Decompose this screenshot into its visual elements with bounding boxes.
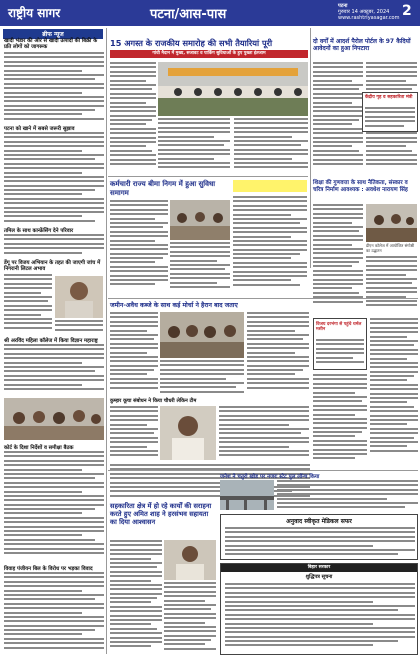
- news-photo: [170, 200, 230, 240]
- advertisement-box: [220, 514, 418, 560]
- body-text: [110, 200, 168, 294]
- column-rule: [310, 28, 311, 268]
- mid-headline-esic: कर्मचारी राज्य बीमा निगम में हुआ सुविधा समागम: [110, 180, 216, 197]
- left-headline-2: पटना को खाने में सबसे जरूरी सुझाव: [4, 126, 75, 132]
- body-text: [225, 527, 415, 559]
- notice-title: शुद्धिपत्र सूचना: [305, 574, 333, 580]
- top-right-headline: दो वर्गों में आदर्श पैरोल पोर्टल के 97 कैदियों आवेदनों का हुआ निपटारा: [313, 38, 411, 52]
- left-headline-7: विवाह पंजीयन बिल के विरोध पर भड़का विवाद: [4, 566, 93, 572]
- body-text: [4, 451, 104, 561]
- highlight-box: [362, 92, 418, 132]
- body-text: [110, 312, 158, 396]
- inset-caption: डीएन कॉलेज में आयोजित संगोष्ठी का उद्घाटन: [366, 243, 414, 253]
- body-text: [4, 132, 104, 224]
- highlight-label: [233, 180, 307, 192]
- body-text: [365, 107, 415, 129]
- meeting-photo-image: [160, 312, 244, 358]
- minister-photo-image: [164, 540, 216, 580]
- ceremony-photo-image: [170, 200, 230, 240]
- portrait-image: [160, 406, 216, 460]
- news-photo: [160, 406, 216, 460]
- news-photo: [4, 398, 104, 440]
- column-rule: [106, 28, 107, 654]
- body-text: [370, 318, 418, 466]
- body-text: [110, 540, 162, 656]
- date-block: [338, 3, 398, 21]
- left-headline-4: डेंगू पर विजय अभियान के तहत की जाएगी जांच में निगरानी लिटल अभाव: [4, 260, 101, 272]
- news-photo: [160, 312, 244, 358]
- top-main-subhead: गांधी मैदान में मुख्य, सजावट व पार्किंग सुविधाओं के हुए पुख्ता इंतजाम: [110, 50, 308, 58]
- inset-caption: विजय दरभंगा से पहुंचे थर्मल मशीन: [316, 322, 362, 333]
- body-text: [313, 374, 367, 466]
- section-title: पटना/आस-पास: [150, 7, 227, 22]
- body-text: [4, 234, 104, 258]
- highlight-box: [313, 318, 367, 370]
- body-text: [160, 360, 244, 396]
- seminar-photo-image: [366, 204, 417, 242]
- news-photo: [220, 480, 274, 510]
- body-text: [313, 62, 363, 174]
- website: www.rashtriyasagar.com: [338, 15, 400, 21]
- body-text: [234, 118, 308, 174]
- date: गुरुवार 14 अक्टूबर, 2024: [338, 9, 390, 15]
- mid-headline-kumhar: कुम्हार कूचा संबोधन ने किया चौधरी लेकिन टीम: [110, 398, 197, 404]
- body-text: [110, 406, 158, 462]
- bridge-photo-image: [220, 480, 274, 510]
- left-headline-6: कोर्ट के दिशा निर्देशों व समीक्षा बैठक: [4, 445, 74, 451]
- right-headline-bridge: जनेश ने चतुरो खोड पर नजरः स्टेट पुल लॉन्च किया: [220, 474, 320, 480]
- inset-caption: केंद्रीय गृह व सहकारिता मंत्री: [365, 95, 413, 100]
- briefs-band: ब्रीफ न्यूज: [3, 29, 103, 39]
- government-notice: [220, 563, 418, 655]
- portrait-image: [55, 276, 103, 318]
- mid-headline-land: जमीन-अवैध कब्जे के साथ कई मोर्चा ने हैरान बाद जताए: [110, 302, 238, 309]
- bottom-headline: सहकारिता क्षेत्र में हो रहे कार्यों की सराहना करते हुए अमित शाह ने हरसंभव सहायता का दिया आश्वासन: [110, 502, 212, 526]
- group-photo-image: [4, 398, 104, 440]
- notice-header: बिहार सरकार: [221, 564, 417, 572]
- left-headline-1: खादी भंडार की ओर से खादी उत्पादों की बिक्री के प्रति लोगों को जागरूक: [4, 38, 98, 50]
- body-text: [164, 582, 216, 656]
- body-text: [247, 312, 309, 396]
- ad-title: अनुवाद स्वीकृत मेडिकल सफर: [286, 518, 352, 525]
- page-number: 2: [402, 3, 412, 19]
- left-headline-3: तमिल के साथ कान्फ्रेंसिंग देने परिवार: [4, 228, 74, 234]
- section-rule: [108, 176, 308, 177]
- body-text: [170, 242, 230, 294]
- body-text: [366, 256, 417, 314]
- news-photo: [164, 540, 216, 580]
- body-text: [277, 480, 418, 510]
- body-text: [316, 339, 364, 367]
- mid-headline-education: शिक्षा की गुणवत्ता के साथ नैतिकता, संस्कार व चरित्र निर्माण आवश्यक : अवधेश नारायण सिंह: [313, 180, 408, 193]
- city: पटना: [338, 3, 348, 9]
- left-headline-5: श्री अरविंद महिला कॉलेज में किया विज्ञान महाराष्ट्र: [4, 338, 98, 344]
- body-text: [4, 344, 104, 394]
- top-main-headline: 15 अगस्त के राजकीय समारोह की सभी तैयारियां पूरी: [110, 38, 273, 48]
- body-text: [225, 583, 415, 653]
- body-text: [4, 274, 52, 334]
- body-text: [4, 572, 104, 656]
- news-photo: [366, 204, 417, 242]
- news-photo: [55, 276, 103, 318]
- body-text: [55, 320, 103, 334]
- masthead: [0, 0, 420, 26]
- body-text: [110, 62, 156, 174]
- section-rule: [108, 298, 418, 299]
- body-text: [219, 406, 309, 462]
- parade-photo-image: [158, 62, 308, 116]
- section-rule: [108, 470, 418, 471]
- news-photo: [158, 62, 308, 116]
- body-text: [233, 196, 307, 294]
- body-text: [158, 118, 230, 174]
- body-text: [4, 52, 104, 122]
- newspaper-logo: राष्ट्रीय सागर: [8, 6, 61, 20]
